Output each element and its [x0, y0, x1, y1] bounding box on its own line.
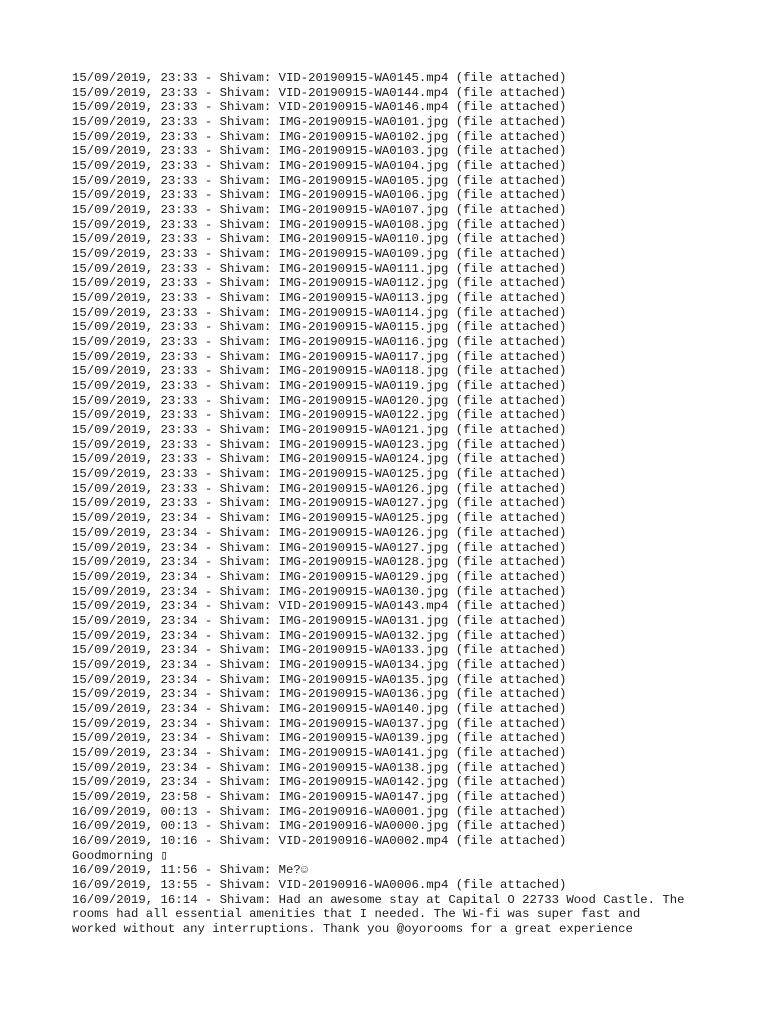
- chat-log-line: 15/09/2019, 23:34 - Shivam: VID-20190915-WA0143.mp4 (file attached): [72, 599, 567, 614]
- chat-log-line: 15/09/2019, 23:34 - Shivam: IMG-20190915-WA0142.jpg (file attached): [72, 775, 567, 790]
- chat-log-line: 15/09/2019, 23:33 - Shivam: IMG-20190915-WA0124.jpg (file attached): [72, 452, 567, 467]
- chat-log-line: 15/09/2019, 23:34 - Shivam: IMG-20190915-WA0125.jpg (file attached): [72, 511, 567, 526]
- chat-log-line: 15/09/2019, 23:34 - Shivam: IMG-20190915-WA0131.jpg (file attached): [72, 613, 567, 628]
- chat-log-line: 15/09/2019, 23:34 - Shivam: IMG-20190915-WA0135.jpg (file attached): [72, 672, 567, 687]
- chat-log-line: 15/09/2019, 23:34 - Shivam: IMG-20190915-WA0127.jpg (file attached): [72, 540, 567, 555]
- chat-log-line: 15/09/2019, 23:33 - Shivam: IMG-20190915-WA0120.jpg (file attached): [72, 393, 567, 408]
- chat-log-line: 15/09/2019, 23:33 - Shivam: IMG-20190915-WA0123.jpg (file attached): [72, 437, 567, 452]
- chat-log-line: 16/09/2019, 13:55 - Shivam: VID-20190916-WA0006.mp4 (file attached): [72, 877, 567, 892]
- chat-log-line: rooms had all essential amenities that I needed. The Wi-fi was super fast and: [72, 907, 641, 922]
- chat-log-line: 16/09/2019, 00:13 - Shivam: IMG-20190916-WA0000.jpg (file attached): [72, 819, 567, 834]
- chat-log-line: 15/09/2019, 23:34 - Shivam: IMG-20190915-WA0128.jpg (file attached): [72, 555, 567, 570]
- chat-log-line: 15/09/2019, 23:33 - Shivam: IMG-20190915-WA0122.jpg (file attached): [72, 408, 567, 423]
- chat-log-line: 15/09/2019, 23:33 - Shivam: IMG-20190915-WA0106.jpg (file attached): [72, 188, 567, 203]
- chat-log-line: 16/09/2019, 11:56 - Shivam: Me?☺: [72, 863, 309, 878]
- chat-log-line: 15/09/2019, 23:33 - Shivam: IMG-20190915-WA0115.jpg (file attached): [72, 320, 567, 335]
- chat-log-line: 15/09/2019, 23:33 - Shivam: IMG-20190915-WA0104.jpg (file attached): [72, 159, 567, 174]
- chat-log-line: 15/09/2019, 23:33 - Shivam: IMG-20190915-WA0126.jpg (file attached): [72, 481, 567, 496]
- chat-log-line: 15/09/2019, 23:34 - Shivam: IMG-20190915-WA0140.jpg (file attached): [72, 701, 567, 716]
- chat-log-line: 15/09/2019, 23:33 - Shivam: IMG-20190915-WA0110.jpg (file attached): [72, 232, 567, 247]
- chat-log-line: 15/09/2019, 23:34 - Shivam: IMG-20190915-WA0130.jpg (file attached): [72, 584, 567, 599]
- chat-log-text: [72, 71, 732, 937]
- chat-log-line: 16/09/2019, 10:16 - Shivam: VID-20190916-WA0002.mp4 (file attached): [72, 833, 567, 848]
- chat-log-line: 15/09/2019, 23:33 - Shivam: IMG-20190915-WA0112.jpg (file attached): [72, 276, 567, 291]
- chat-log-line: 16/09/2019, 00:13 - Shivam: IMG-20190916-WA0001.jpg (file attached): [72, 804, 567, 819]
- chat-log-line: 15/09/2019, 23:34 - Shivam: IMG-20190915-WA0137.jpg (file attached): [72, 716, 567, 731]
- chat-log-line: 15/09/2019, 23:58 - Shivam: IMG-20190915-WA0147.jpg (file attached): [72, 789, 567, 804]
- chat-log-line: 15/09/2019, 23:33 - Shivam: IMG-20190915-WA0111.jpg (file attached): [72, 261, 567, 276]
- chat-log-line: 15/09/2019, 23:33 - Shivam: IMG-20190915-WA0103.jpg (file attached): [72, 144, 567, 159]
- chat-log-line: 15/09/2019, 23:33 - Shivam: IMG-20190915-WA0117.jpg (file attached): [72, 349, 567, 364]
- chat-log-line: worked without any interruptions. Thank you @oyorooms for a great experience: [72, 921, 633, 936]
- chat-log-line: 15/09/2019, 23:34 - Shivam: IMG-20190915-WA0141.jpg (file attached): [72, 745, 567, 760]
- chat-log-line: 15/09/2019, 23:34 - Shivam: IMG-20190915-WA0133.jpg (file attached): [72, 643, 567, 658]
- chat-log-line: 15/09/2019, 23:34 - Shivam: IMG-20190915-WA0126.jpg (file attached): [72, 525, 567, 540]
- chat-log-line: 15/09/2019, 23:33 - Shivam: IMG-20190915-WA0102.jpg (file attached): [72, 129, 567, 144]
- chat-log-line: 15/09/2019, 23:34 - Shivam: IMG-20190915-WA0136.jpg (file attached): [72, 687, 567, 702]
- chat-log-line: 15/09/2019, 23:33 - Shivam: IMG-20190915-WA0127.jpg (file attached): [72, 496, 567, 511]
- chat-log-line: 16/09/2019, 16:14 - Shivam: Had an awesome stay at Capital O 22733 Wood Castle. The: [72, 892, 685, 907]
- chat-log-line: 15/09/2019, 23:33 - Shivam: IMG-20190915-WA0101.jpg (file attached): [72, 115, 567, 130]
- chat-log-line: 15/09/2019, 23:34 - Shivam: IMG-20190915-WA0138.jpg (file attached): [72, 760, 567, 775]
- chat-log-line: 15/09/2019, 23:34 - Shivam: IMG-20190915-WA0129.jpg (file attached): [72, 569, 567, 584]
- chat-log-line: 15/09/2019, 23:33 - Shivam: VID-20190915-WA0146.mp4 (file attached): [72, 100, 567, 115]
- chat-log-line: 15/09/2019, 23:33 - Shivam: IMG-20190915-WA0109.jpg (file attached): [72, 247, 567, 262]
- chat-log-line: 15/09/2019, 23:33 - Shivam: IMG-20190915-WA0118.jpg (file attached): [72, 364, 567, 379]
- chat-log-line: 15/09/2019, 23:33 - Shivam: IMG-20190915-WA0113.jpg (file attached): [72, 291, 567, 306]
- chat-log-line: Goodmorning ▯: [72, 848, 168, 863]
- chat-log-line: 15/09/2019, 23:34 - Shivam: IMG-20190915-WA0134.jpg (file attached): [72, 657, 567, 672]
- chat-log-line: 15/09/2019, 23:33 - Shivam: VID-20190915-WA0144.mp4 (file attached): [72, 85, 567, 100]
- chat-log-line: 15/09/2019, 23:34 - Shivam: IMG-20190915-WA0139.jpg (file attached): [72, 731, 567, 746]
- chat-log-line: 15/09/2019, 23:33 - Shivam: IMG-20190915-WA0114.jpg (file attached): [72, 305, 567, 320]
- chat-log-line: 15/09/2019, 23:33 - Shivam: IMG-20190915-WA0105.jpg (file attached): [72, 173, 567, 188]
- chat-log-line: 15/09/2019, 23:33 - Shivam: IMG-20190915-WA0121.jpg (file attached): [72, 423, 567, 438]
- chat-log-line: 15/09/2019, 23:33 - Shivam: IMG-20190915-WA0116.jpg (file attached): [72, 335, 567, 350]
- chat-log-line: 15/09/2019, 23:34 - Shivam: IMG-20190915-WA0132.jpg (file attached): [72, 628, 567, 643]
- chat-log-line: 15/09/2019, 23:33 - Shivam: IMG-20190915-WA0107.jpg (file attached): [72, 203, 567, 218]
- chat-log-line: 15/09/2019, 23:33 - Shivam: VID-20190915-WA0145.mp4 (file attached): [72, 71, 567, 85]
- chat-log-line: 15/09/2019, 23:33 - Shivam: IMG-20190915-WA0119.jpg (file attached): [72, 379, 567, 394]
- chat-log-line: 15/09/2019, 23:33 - Shivam: IMG-20190915-WA0125.jpg (file attached): [72, 467, 567, 482]
- chat-log-line: 15/09/2019, 23:33 - Shivam: IMG-20190915-WA0108.jpg (file attached): [72, 217, 567, 232]
